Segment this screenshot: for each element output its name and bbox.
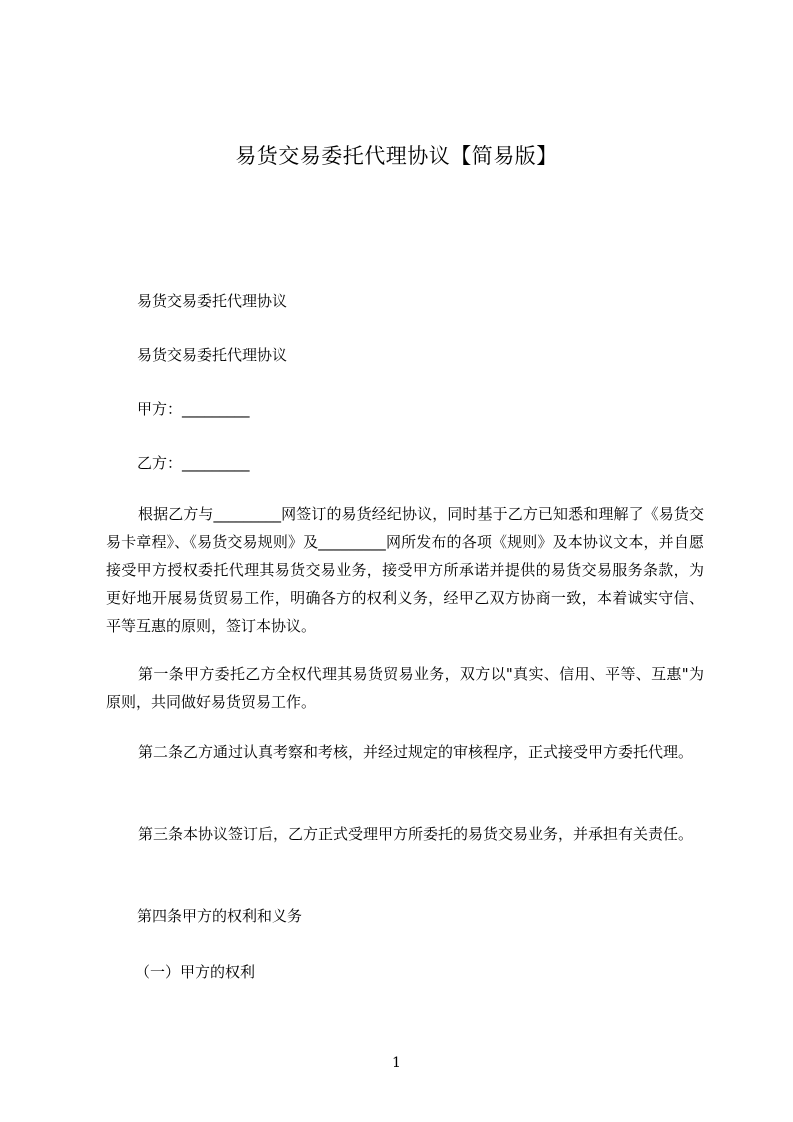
article-3-paragraph: 第三条本协议签订后，乙方正式受理甲方所委托的易货交易业务，并承担有关责任。 xyxy=(138,825,694,843)
article-4-heading: 第四条甲方的权利和义务 xyxy=(137,907,303,925)
agreement-heading-1: 易货交易委托代理协议 xyxy=(137,292,288,310)
page-number: 1 xyxy=(392,1055,401,1071)
section-1-heading: （一）甲方的权利 xyxy=(135,963,256,981)
agreement-heading-2: 易货交易委托代理协议 xyxy=(137,346,288,364)
party-b-line: 乙方：_________ xyxy=(137,454,250,472)
party-a-line: 甲方：_________ xyxy=(137,400,250,418)
document-title: 易货交易委托代理协议【简易版】 xyxy=(235,144,558,168)
article-2-paragraph: 第二条乙方通过认真考察和考核，并经过规定的审核程序，正式接受甲方委托代理。 xyxy=(138,743,694,761)
preamble-paragraph: 根据乙方与_________网签订的易货经纪协议，同时基于乙方已知悉和理解了《易货交易卡章程》、《易货交易规则》及_________网所发布的各项《规则》及本协议文本，并自愿接受甲方授权委托代理其易货交易业务，接受甲方所承诺并提供的易货交易服务条款，为更好地开展易货贸易工作，明确各方的权利义务，经甲乙双方协商一致，本着诚实守信、平等互惠的原则，签订本协议。 xyxy=(106,505,704,635)
article-1-paragraph: 第一条甲方委托乙方全权代理其易货贸易业务，双方以"真实、信用、平等、互惠"为原则，共同做好易货贸易工作。 xyxy=(106,665,704,711)
